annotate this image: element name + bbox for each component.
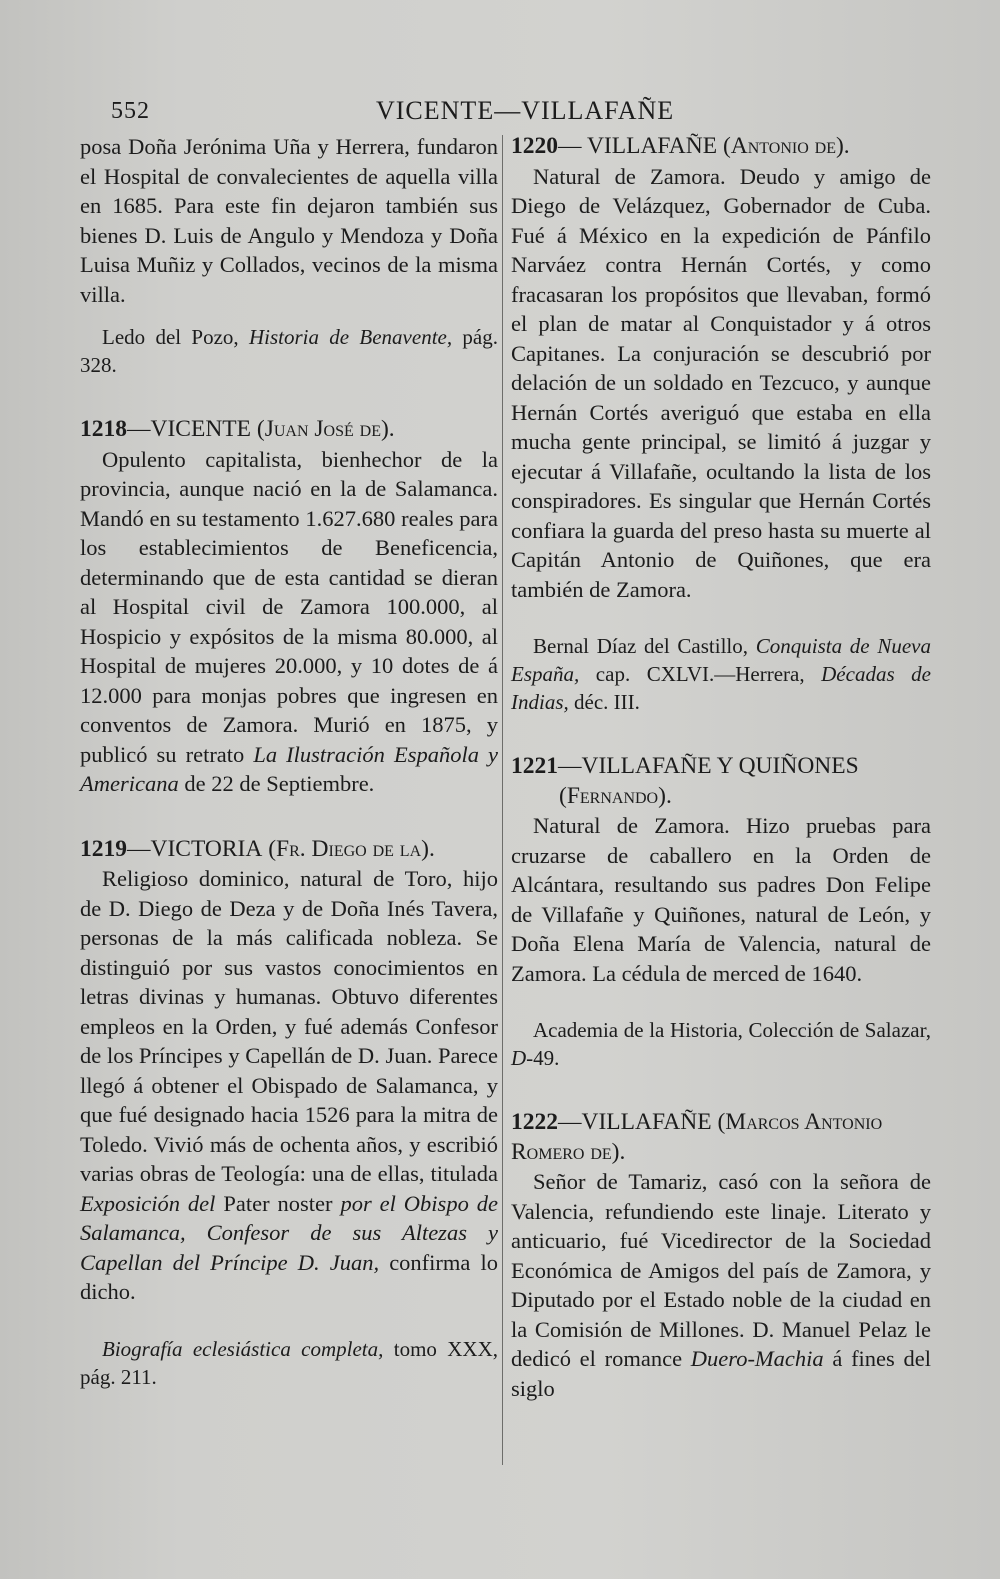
entry-1219: [80, 835, 498, 1391]
entry-1221: [511, 752, 931, 1072]
entry-heading: 1219—VICTORIA (Fr. Diego de la).: [80, 835, 435, 862]
entry-body: Natural de Zamora. Deudo y amigo de Diego de Velázquez, Gobernador de Cuba. Fué á México en la expedición de Pánfilo Narváez contra Hernán Cortés, y como fracasaran los propósitos que llevaban, formó el plan de matar al Conquistador y á otros Capitanes. La conjuración se descubrió por delación de un soldado en Tezcuco, y aunque Hernán Cortés averiguó que estaba en ella mucha gente principal, se limitó á juzgar y ejecutar á Villafañe, ocultando la lista de los conspiradores. Es singular que Hernán Cortés confiara la guarda del preso hasta su muerte al Capitán Antonio de Quiñones, que era también de Zamora.: [511, 163, 931, 602]
entry-body: Religioso dominico, natural de Toro, hijo de D. Diego de Deza y de Doña Inés Tavera, personas de la más calificada nobleza. Se distinguió por sus vastos conocimientos en letras divinas y humanas. Obtuvo diferentes empleos en la Orden, y fué además Confesor de los Príncipes y Capellán de D. Juan. Parece llegó á obtener el Obispado de Salamanca, y que fué designado hacia 1526 para la mitra de Toledo. Vivió más de ochenta años, y escribió varias obras de Teología: una de ellas, titulada Exposición del Pater noster por el Obispo de Salamanca, Confesor de sus Altezas y Capellan del Príncipe D. Juan, confirma lo dicho.: [80, 866, 498, 1304]
entry-1218: [80, 415, 498, 799]
continuation-citation: Ledo del Pozo, Historia de Benavente, pág. 328.: [80, 325, 498, 377]
entry-body: Natural de Zamora. Hizo pruebas para cruzarse de caballero en la Orden de Alcántara, resultando sus padres Don Felipe de Villafañe y Quiñones, natural de León, y Doña Elena María de Valencia, natural de Zamora. La cédula de merced de 1640.: [511, 813, 931, 986]
column-divider: [502, 135, 503, 1465]
entry-citation: Biografía eclesiástica completa, tomo XXX, pág. 211.: [80, 1336, 498, 1389]
entry-body: Opulento capitalista, bienhechor de la provincia, aunque nació en la de Salamanca. Mandó en su testamento 1.627.680 reales para los establecimientos de Beneficencia, determinando que de esta cantidad se dieran al Hospital civil de Zamora 100.000, al Hospicio y expósitos de la misma 80.000, al Hospital de mujeres 20.000, y 10 dotes de á 12.000 para monjas pobres que ingresen en conventos de Zamora. Murió en 1875, y publicó su retrato La Ilustración Española y Americana de 22 de Septiembre.: [80, 446, 498, 796]
entry-heading: 1222—VILLAFAÑE (Marcos Antonio Romero de).: [511, 1109, 883, 1165]
entry-heading: 1220— VILLAFAÑE (Antonio de).: [511, 133, 850, 159]
page-number: 552: [111, 98, 150, 124]
entry-heading: 1218—VICENTE (Juan José de).: [80, 416, 395, 442]
left-column: [80, 132, 498, 1391]
entry-heading: 1221—VILLAFAÑE Y QUIÑONES (Fernando).: [511, 753, 859, 809]
continuation-paragraph: posa Doña Jerónima Uña y Herrera, fundaron el Hospital de convalecientes de aquella villa en 1685. Para este fin dejaron también sus bienes D. Luis de Angulo y Mendoza y Doña Luisa Muñiz y Collados, vecinos de la misma villa.: [80, 134, 498, 307]
entry-1222: [511, 1108, 931, 1403]
page-header: [0, 92, 1000, 132]
right-column: [511, 132, 931, 1403]
entry-1220: [511, 132, 931, 716]
running-title: VICENTE—VILLAFAÑE: [376, 96, 675, 125]
entry-body: Señor de Tamariz, casó con la señora de Valencia, refundiendo este linaje. Literato y anticuario, fué Vicedirector de la Sociedad Económica de Amigos del país de Zamora, y Diputado por el Estado noble de la ciudad en la Comisión de Millones. D. Manuel Pelaz le dedicó el romance Duero-Machia á fines del siglo: [511, 1169, 931, 1401]
entry-citation: Bernal Díaz del Castillo, Conquista de Nueva España, cap. CXLVI.—Herrera, Décadas de Indias, déc. III.: [511, 634, 931, 714]
entry-citation: Academia de la Historia, Colección de Salazar, D-49.: [511, 1018, 931, 1070]
